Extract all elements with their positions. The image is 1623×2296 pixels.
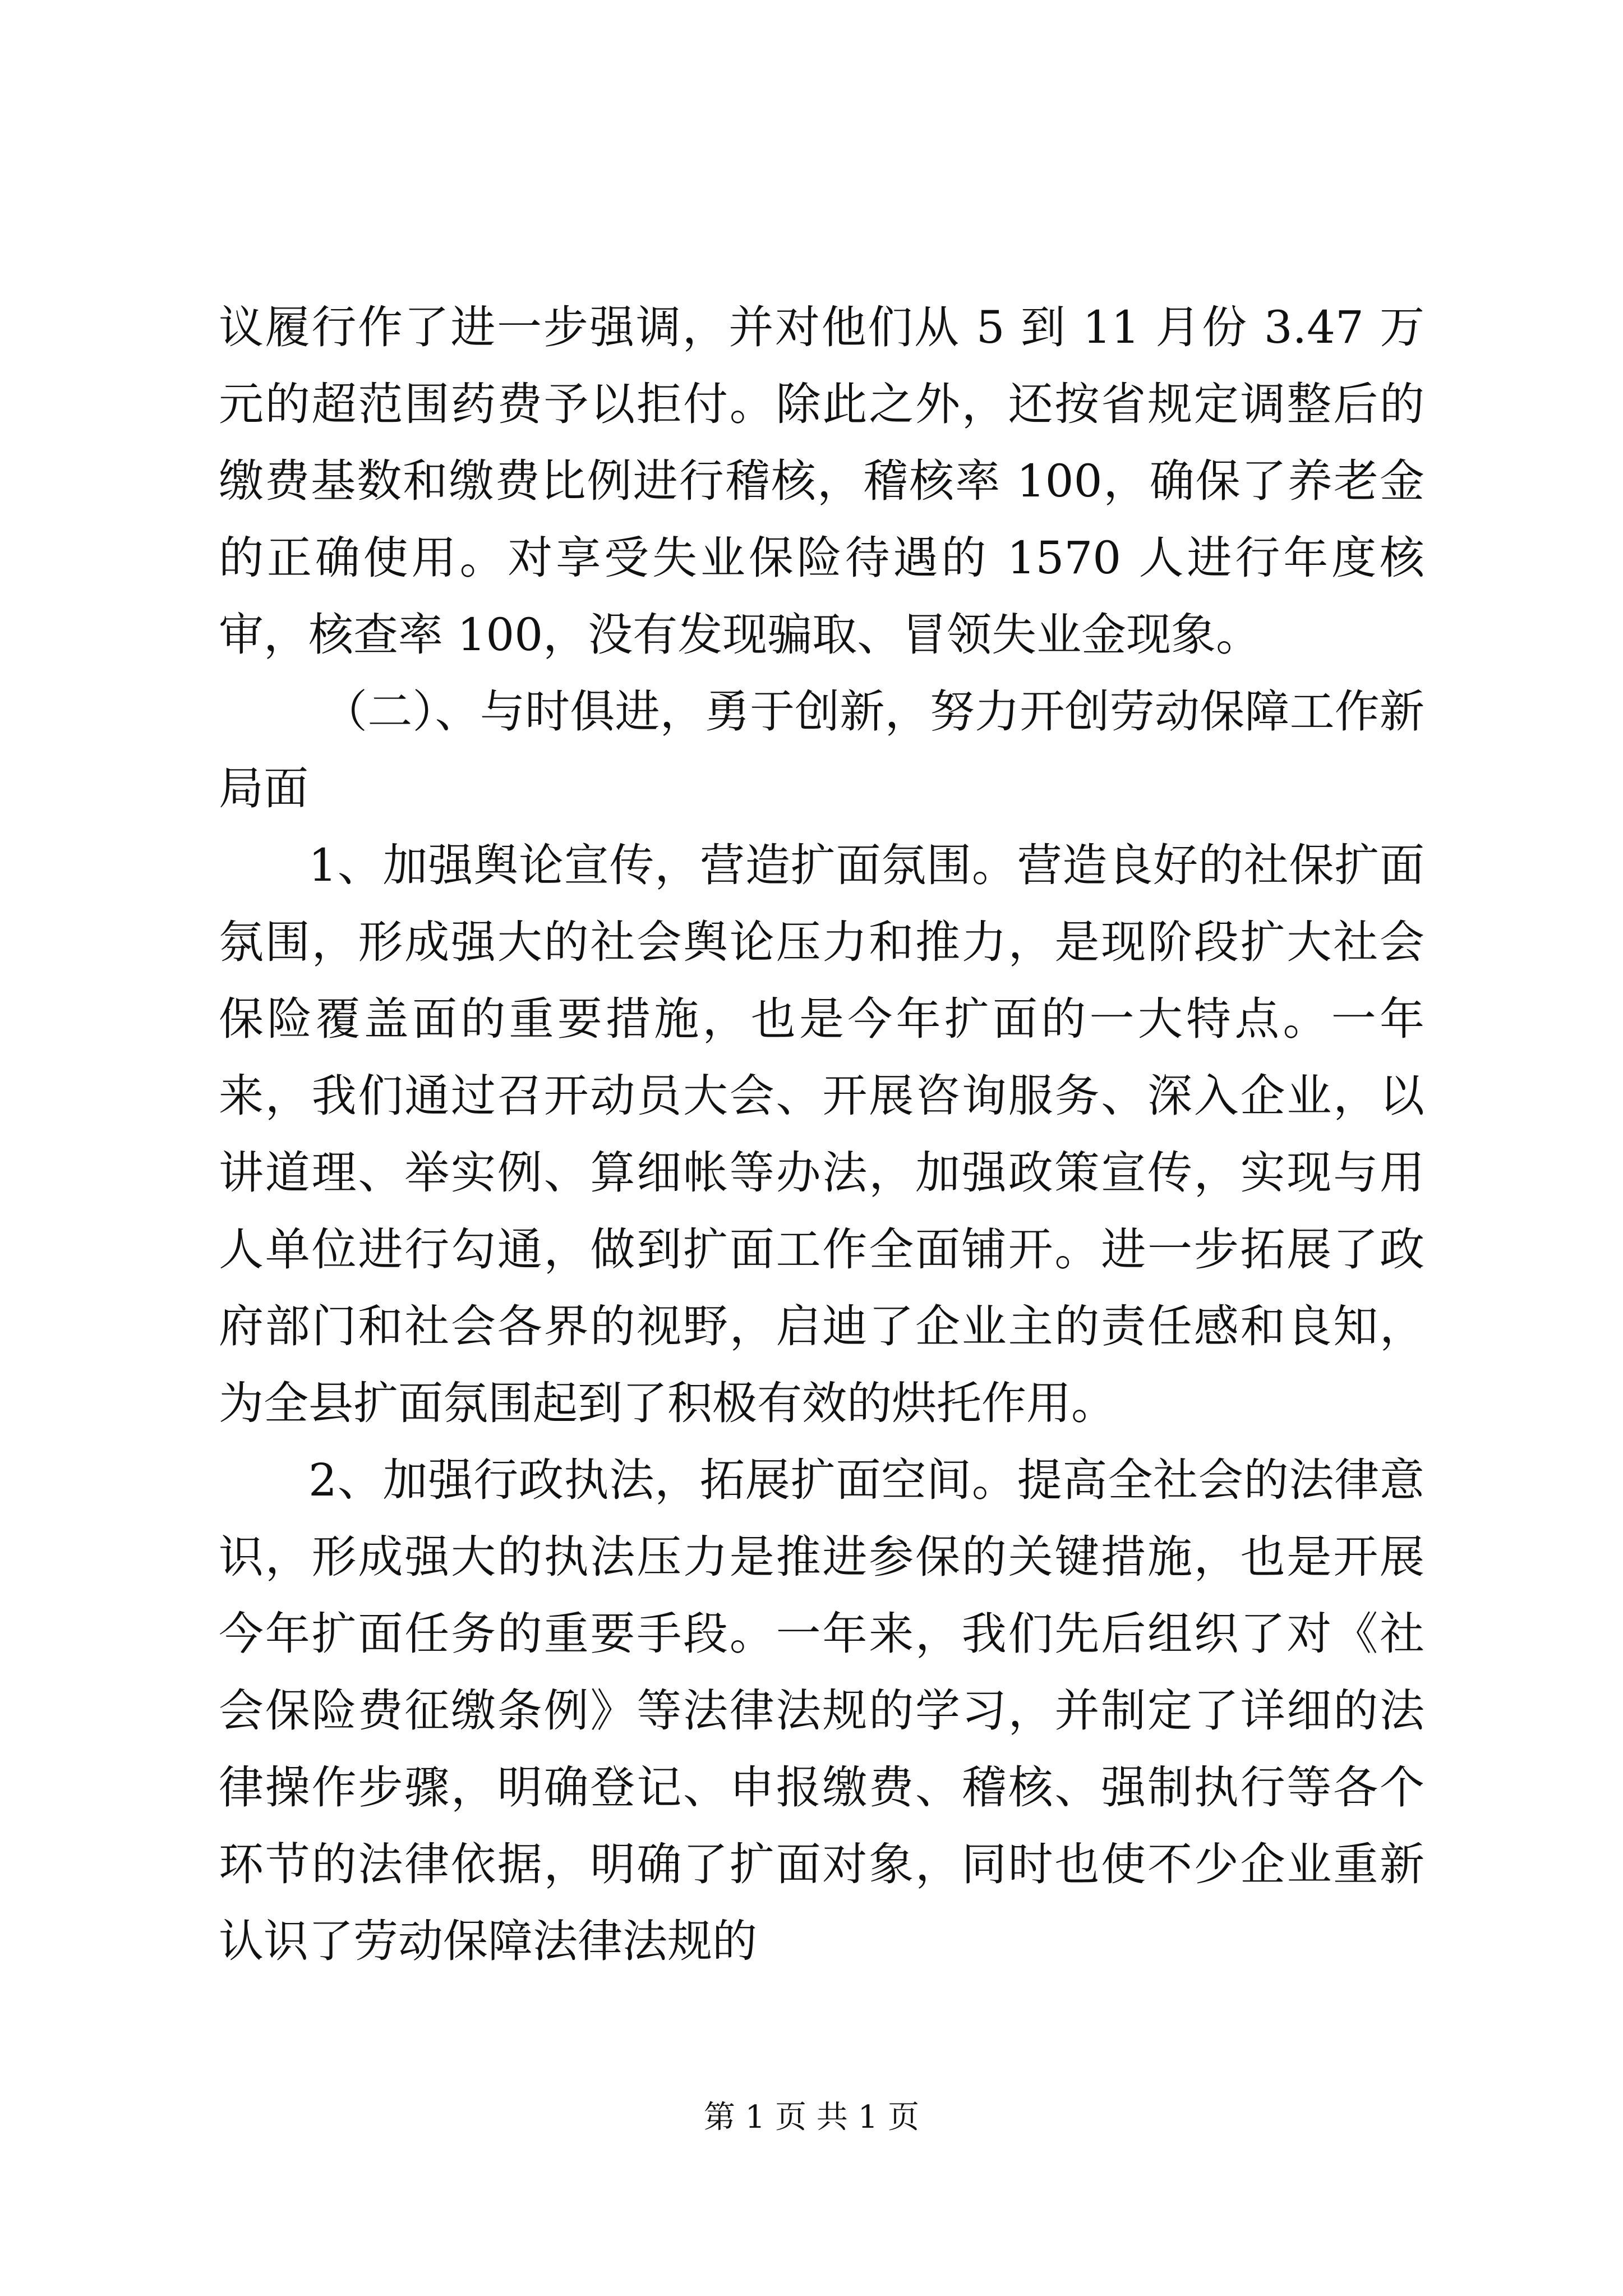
section-heading: （二）、与时俱进，勇于创新，努力开创劳动保障工作新局面 bbox=[219, 685, 1424, 815]
document-body bbox=[219, 289, 1424, 1980]
paragraph-publicity: 1、加强舆论宣传，营造扩面氛围。营造良好的社保扩面氛围，形成强大的社会舆论压力和推力，是现阶段扩大社会保险覆盖面的重要措施，也是今年扩面的一大特点。一年来，我们通过召开动员大会、开展咨询服务、深入企业，以讲道理、举实例、算细帐等办法，加强政策宣传，实现与用人单位进行勾通，做到扩面工作全面铺开。进一步拓展了政府部门和社会各界的视野，启迪了企业主的责任感和良知，为全县扩面氛围起到了积极有效的烘托作用。 bbox=[219, 839, 1424, 1429]
paragraph-enforcement: 2、加强行政执法，拓展扩面空间。提高全社会的法律意识，形成强大的执法压力是推进参保的关键措施，也是开展今年扩面任务的重要手段。一年来，我们先后组织了对《社会保险费征缴条例》等法律法规的学习，并制定了详细的法律操作步骤，明确登记、申报缴费、稽核、强制执行等各个环节的法律依据，明确了扩面对象，同时也使不少企业重新认识了劳动保障法律法规的 bbox=[219, 1454, 1424, 1967]
page-footer: 第 1 页 共 1 页 bbox=[703, 2099, 920, 2136]
paragraph-continued: 议履行作了进一步强调，并对他们从 5 到 11 月份 3.47 万元的超范围药费予以拒付。除此之外，还按省规定调整后的缴费基数和缴费比例进行稽核，稽核率 100，确保了养老金的正确使用。对享受失业保险待遇的 1570 人进行年度核审，核查率 100，没有发现骗取、冒领失业金现象。 bbox=[219, 301, 1424, 661]
